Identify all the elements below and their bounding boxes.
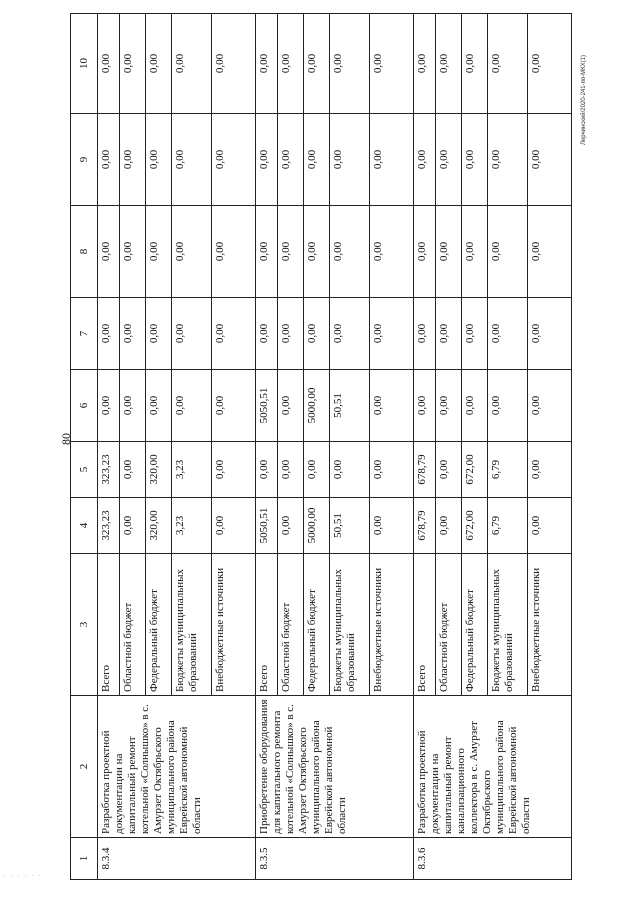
amount-cell: 0,00	[146, 298, 172, 370]
amount-cell: 0,00	[172, 370, 212, 442]
amount-cell: 0,00	[370, 498, 414, 554]
amount-cell: 0,00	[414, 114, 436, 206]
amount-cell: 0,00	[414, 14, 436, 114]
header-cell: 7	[71, 298, 98, 370]
amount-cell: 0,00	[488, 206, 528, 298]
scan-specks: . . . . . .	[4, 872, 43, 878]
amount-cell: 0,00	[212, 298, 256, 370]
amount-cell: 0,00	[98, 298, 120, 370]
amount-cell: 0,00	[528, 298, 572, 370]
amount-cell: 0,00	[212, 206, 256, 298]
amount-cell: 672,00	[462, 442, 488, 498]
amount-cell: 0,00	[120, 206, 146, 298]
amount-cell: 0,00	[120, 298, 146, 370]
table-area	[70, 10, 590, 890]
amount-cell: 0,00	[278, 14, 304, 114]
amount-cell: 0,00	[414, 298, 436, 370]
amount-cell: 0,00	[146, 206, 172, 298]
amount-cell: 0,00	[256, 442, 278, 498]
amount-cell: 320,00	[146, 498, 172, 554]
table-row	[256, 14, 278, 880]
amount-cell: 0,00	[488, 298, 528, 370]
amount-cell: 0,00	[528, 14, 572, 114]
amount-cell: 0,00	[436, 14, 462, 114]
amount-cell: 0,00	[278, 442, 304, 498]
amount-cell: 0,00	[172, 298, 212, 370]
amount-cell: 0,00	[488, 370, 528, 442]
amount-cell: 0,00	[256, 298, 278, 370]
amount-cell: 0,00	[278, 298, 304, 370]
amount-cell: 0,00	[256, 206, 278, 298]
amount-cell: 5050,51	[256, 370, 278, 442]
item-name: Разработка проектной документации на капитальный ремонт канализационного коллектора в с. Амурзет Октябрьского муниципального района Еврейской автономной области	[414, 696, 572, 838]
amount-cell: 0,00	[98, 370, 120, 442]
document-stamp: Лерчинский/2020-241-по-МКХ(1)	[581, 54, 587, 146]
amount-cell: 0,00	[304, 442, 330, 498]
amount-cell: 50,51	[330, 498, 370, 554]
amount-cell: 0,00	[304, 14, 330, 114]
amount-cell: 0,00	[370, 14, 414, 114]
funding-source: Федеральный бюджет	[462, 554, 488, 696]
amount-cell: 3,23	[172, 498, 212, 554]
table-body	[98, 14, 572, 880]
amount-cell: 5000,00	[304, 498, 330, 554]
amount-cell: 3,23	[172, 442, 212, 498]
amount-cell: 0,00	[528, 206, 572, 298]
budget-table	[70, 13, 572, 880]
amount-cell: 0,00	[278, 206, 304, 298]
funding-source: Всего	[98, 554, 120, 696]
page-number: 80	[59, 433, 73, 445]
amount-cell: 0,00	[98, 206, 120, 298]
amount-cell: 0,00	[370, 442, 414, 498]
amount-cell: 0,00	[528, 114, 572, 206]
amount-cell: 0,00	[146, 370, 172, 442]
amount-cell: 0,00	[370, 206, 414, 298]
funding-source: Федеральный бюджет	[146, 554, 172, 696]
amount-cell: 0,00	[488, 114, 528, 206]
amount-cell: 0,00	[172, 206, 212, 298]
amount-cell: 0,00	[370, 370, 414, 442]
funding-source: Бюджеты муниципальных образований	[172, 554, 212, 696]
amount-cell: 0,00	[370, 298, 414, 370]
header-cell: 3	[71, 554, 98, 696]
amount-cell: 0,00	[212, 442, 256, 498]
amount-cell: 0,00	[462, 14, 488, 114]
amount-cell: 0,00	[414, 370, 436, 442]
header-cell: 5	[71, 442, 98, 498]
table-row	[98, 14, 120, 880]
amount-cell: 0,00	[488, 14, 528, 114]
amount-cell: 678,79	[414, 498, 436, 554]
header-cell: 4	[71, 498, 98, 554]
header-cell: 1	[71, 838, 98, 880]
amount-cell: 678,79	[414, 442, 436, 498]
header-cell: 10	[71, 14, 98, 114]
funding-source: Внебюджетные источники	[528, 554, 572, 696]
header-cell: 2	[71, 696, 98, 838]
amount-cell: 323,23	[98, 442, 120, 498]
header-cell: 8	[71, 206, 98, 298]
funding-source: Областной бюджет	[278, 554, 304, 696]
amount-cell: 0,00	[330, 114, 370, 206]
amount-cell: 0,00	[212, 498, 256, 554]
amount-cell: 0,00	[278, 498, 304, 554]
funding-source: Внебюджетные источники	[212, 554, 256, 696]
funding-source: Всего	[256, 554, 278, 696]
amount-cell: 0,00	[436, 114, 462, 206]
header-row	[71, 14, 98, 880]
amount-cell: 672,00	[462, 498, 488, 554]
item-code: 8.3.4	[98, 838, 256, 880]
funding-source: Федеральный бюджет	[304, 554, 330, 696]
funding-source: Всего	[414, 554, 436, 696]
amount-cell: 320,00	[146, 442, 172, 498]
funding-source: Бюджеты муниципальных образований	[488, 554, 528, 696]
amount-cell: 0,00	[278, 370, 304, 442]
amount-cell: 0,00	[462, 114, 488, 206]
amount-cell: 0,00	[462, 298, 488, 370]
table-row	[414, 14, 436, 880]
amount-cell: 0,00	[436, 298, 462, 370]
amount-cell: 0,00	[528, 498, 572, 554]
amount-cell: 0,00	[146, 14, 172, 114]
amount-cell: 50,51	[330, 370, 370, 442]
amount-cell: 0,00	[256, 14, 278, 114]
amount-cell: 0,00	[304, 114, 330, 206]
funding-source: Областной бюджет	[436, 554, 462, 696]
amount-cell: 5050,51	[256, 498, 278, 554]
amount-cell: 0,00	[256, 114, 278, 206]
amount-cell: 0,00	[212, 14, 256, 114]
amount-cell: 0,00	[436, 206, 462, 298]
amount-cell: 0,00	[370, 114, 414, 206]
amount-cell: 0,00	[120, 442, 146, 498]
amount-cell: 0,00	[278, 114, 304, 206]
amount-cell: 0,00	[462, 206, 488, 298]
header-cell: 9	[71, 114, 98, 206]
funding-source: Областной бюджет	[120, 554, 146, 696]
amount-cell: 0,00	[172, 14, 212, 114]
amount-cell: 0,00	[172, 114, 212, 206]
funding-source: Внебюджетные источники	[370, 554, 414, 696]
amount-cell: 0,00	[120, 114, 146, 206]
header-cell: 6	[71, 370, 98, 442]
amount-cell: 0,00	[330, 298, 370, 370]
amount-cell: 0,00	[146, 114, 172, 206]
item-code: 8.3.6	[414, 838, 572, 880]
amount-cell: 0,00	[120, 498, 146, 554]
amount-cell: 0,00	[414, 206, 436, 298]
amount-cell: 0,00	[528, 442, 572, 498]
item-name: Приобретение оборудования для капитального ремонта котельной «Солнышко» в с. Амурзет Октябрьского муниципального района Еврейской автономной области	[256, 696, 414, 838]
amount-cell: 0,00	[436, 498, 462, 554]
amount-cell: 0,00	[436, 370, 462, 442]
amount-cell: 0,00	[304, 298, 330, 370]
amount-cell: 0,00	[330, 206, 370, 298]
amount-cell: 0,00	[212, 114, 256, 206]
amount-cell: 0,00	[120, 370, 146, 442]
amount-cell: 0,00	[212, 370, 256, 442]
amount-cell: 0,00	[98, 14, 120, 114]
amount-cell: 0,00	[98, 114, 120, 206]
rotated-table-container	[70, 10, 580, 880]
amount-cell: 0,00	[436, 442, 462, 498]
amount-cell: 5000,00	[304, 370, 330, 442]
amount-cell: 0,00	[528, 370, 572, 442]
amount-cell: 0,00	[304, 206, 330, 298]
item-code: 8.3.5	[256, 838, 414, 880]
amount-cell: 323,23	[98, 498, 120, 554]
amount-cell: 6,79	[488, 442, 528, 498]
amount-cell: 0,00	[120, 14, 146, 114]
amount-cell: 0,00	[330, 442, 370, 498]
amount-cell: 0,00	[330, 14, 370, 114]
item-name: Разработка проектной документации на капитальный ремонт котельной «Солнышко» в с. Амурзет Октябрьского муниципального района Еврейской автономной области	[98, 696, 256, 838]
amount-cell: 0,00	[462, 370, 488, 442]
amount-cell: 6,79	[488, 498, 528, 554]
funding-source: Бюджеты муниципальных образований	[330, 554, 370, 696]
